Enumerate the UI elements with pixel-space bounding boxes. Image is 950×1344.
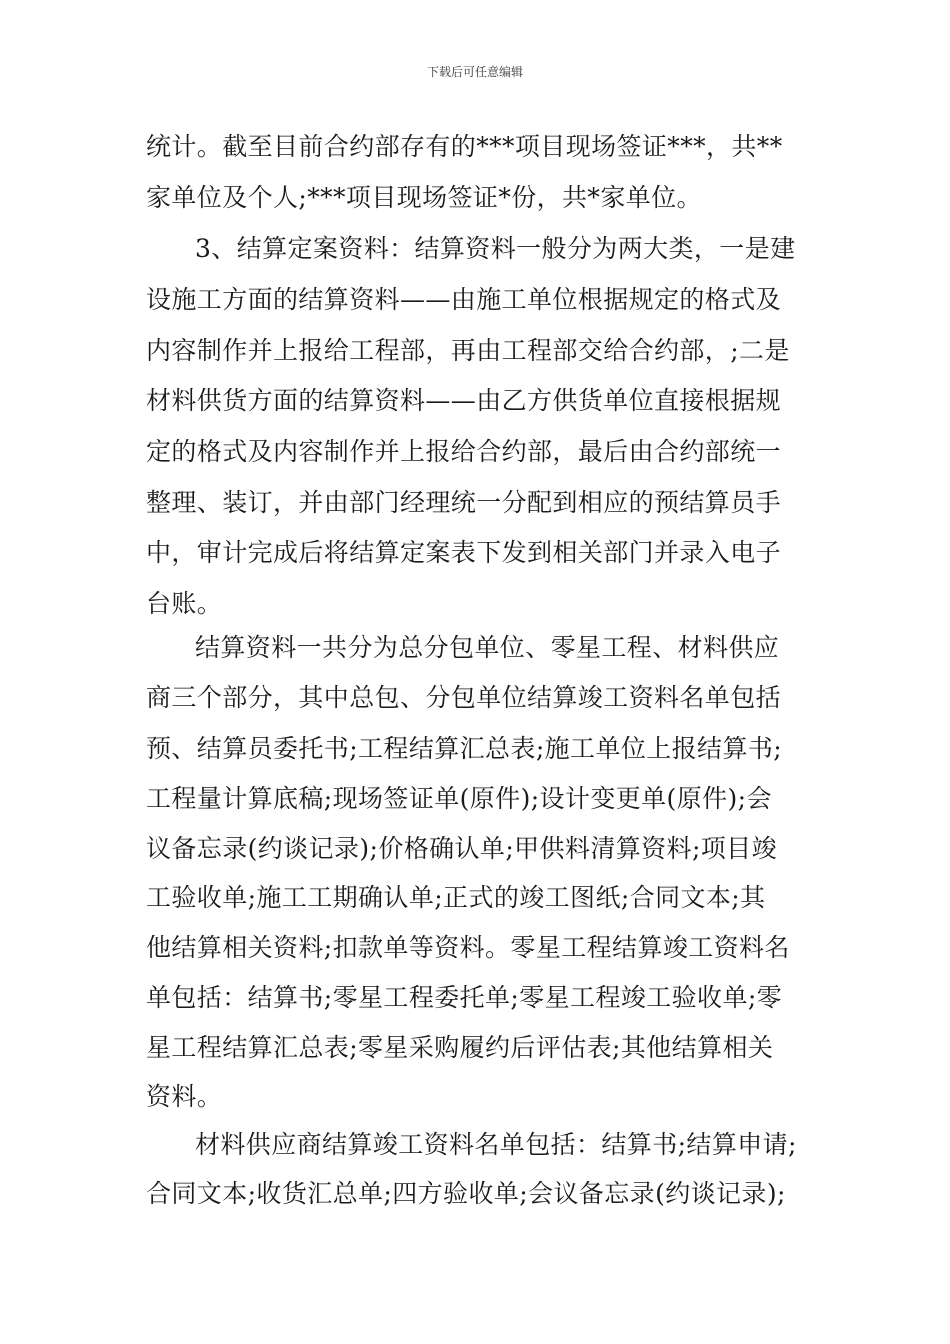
text-line: 结算资料一共分为总分包单位、零星工程、材料供应 bbox=[195, 633, 780, 662]
text-line: 议备忘录(约谈记录);价格确认单;甲供料清算资料;项目竣 bbox=[146, 834, 777, 863]
text-line: 3、结算定案资料：结算资料一般分为两大类，一是建 bbox=[195, 234, 796, 263]
text-line: 家单位及个人;***项目现场签证*份，共*家单位。 bbox=[146, 183, 702, 212]
text-line: 整理、装订，并由部门经理统一分配到相应的预结算员手 bbox=[146, 488, 782, 517]
page-header: 下载后可任意编辑 bbox=[426, 65, 523, 79]
text-line: 内容制作并上报给工程部，再由工程部交给合约部，;二是 bbox=[146, 336, 790, 365]
text-line: 定的格式及内容制作并上报给合约部，最后由合约部统一 bbox=[146, 437, 782, 466]
text-line: 星工程结算汇总表;零星采购履约后评估表;其他结算相关 bbox=[146, 1033, 774, 1062]
text-line: 设施工方面的结算资料——由施工单位根据规定的格式及 bbox=[146, 285, 782, 314]
text-line: 他结算相关资料;扣款单等资料。零星工程结算竣工资料名 bbox=[146, 933, 790, 962]
text-line: 资料。 bbox=[146, 1082, 223, 1111]
text-line: 单包括：结算书;零星工程委托单;零星工程竣工验收单;零 bbox=[146, 983, 783, 1012]
text-line: 商三个部分，其中总包、分包单位结算竣工资料名单包括 bbox=[146, 683, 782, 712]
text-line: 工验收单;施工工期确认单;正式的竣工图纸;合同文本;其 bbox=[146, 883, 766, 912]
text-line: 统计。截至目前合约部存有的***项目现场签证***，共** bbox=[146, 132, 783, 161]
text-line: 合同文本;收货汇总单;四方验收单;会议备忘录(约谈记录); bbox=[146, 1179, 786, 1208]
text-line: 台账。 bbox=[146, 589, 223, 618]
text-line: 材料供应商结算竣工资料名单包括：结算书;结算申请; bbox=[195, 1130, 797, 1159]
text-line: 预、结算员委托书;工程结算汇总表;施工单位上报结算书; bbox=[146, 734, 783, 763]
text-line: 中，审计完成后将结算定案表下发到相关部门并录入电子 bbox=[146, 538, 782, 567]
text-line: 工程量计算底稿;现场签证单(原件);设计变更单(原件);会 bbox=[146, 784, 772, 813]
text-line: 材料供货方面的结算资料——由乙方供货单位直接根据规 bbox=[146, 386, 782, 415]
